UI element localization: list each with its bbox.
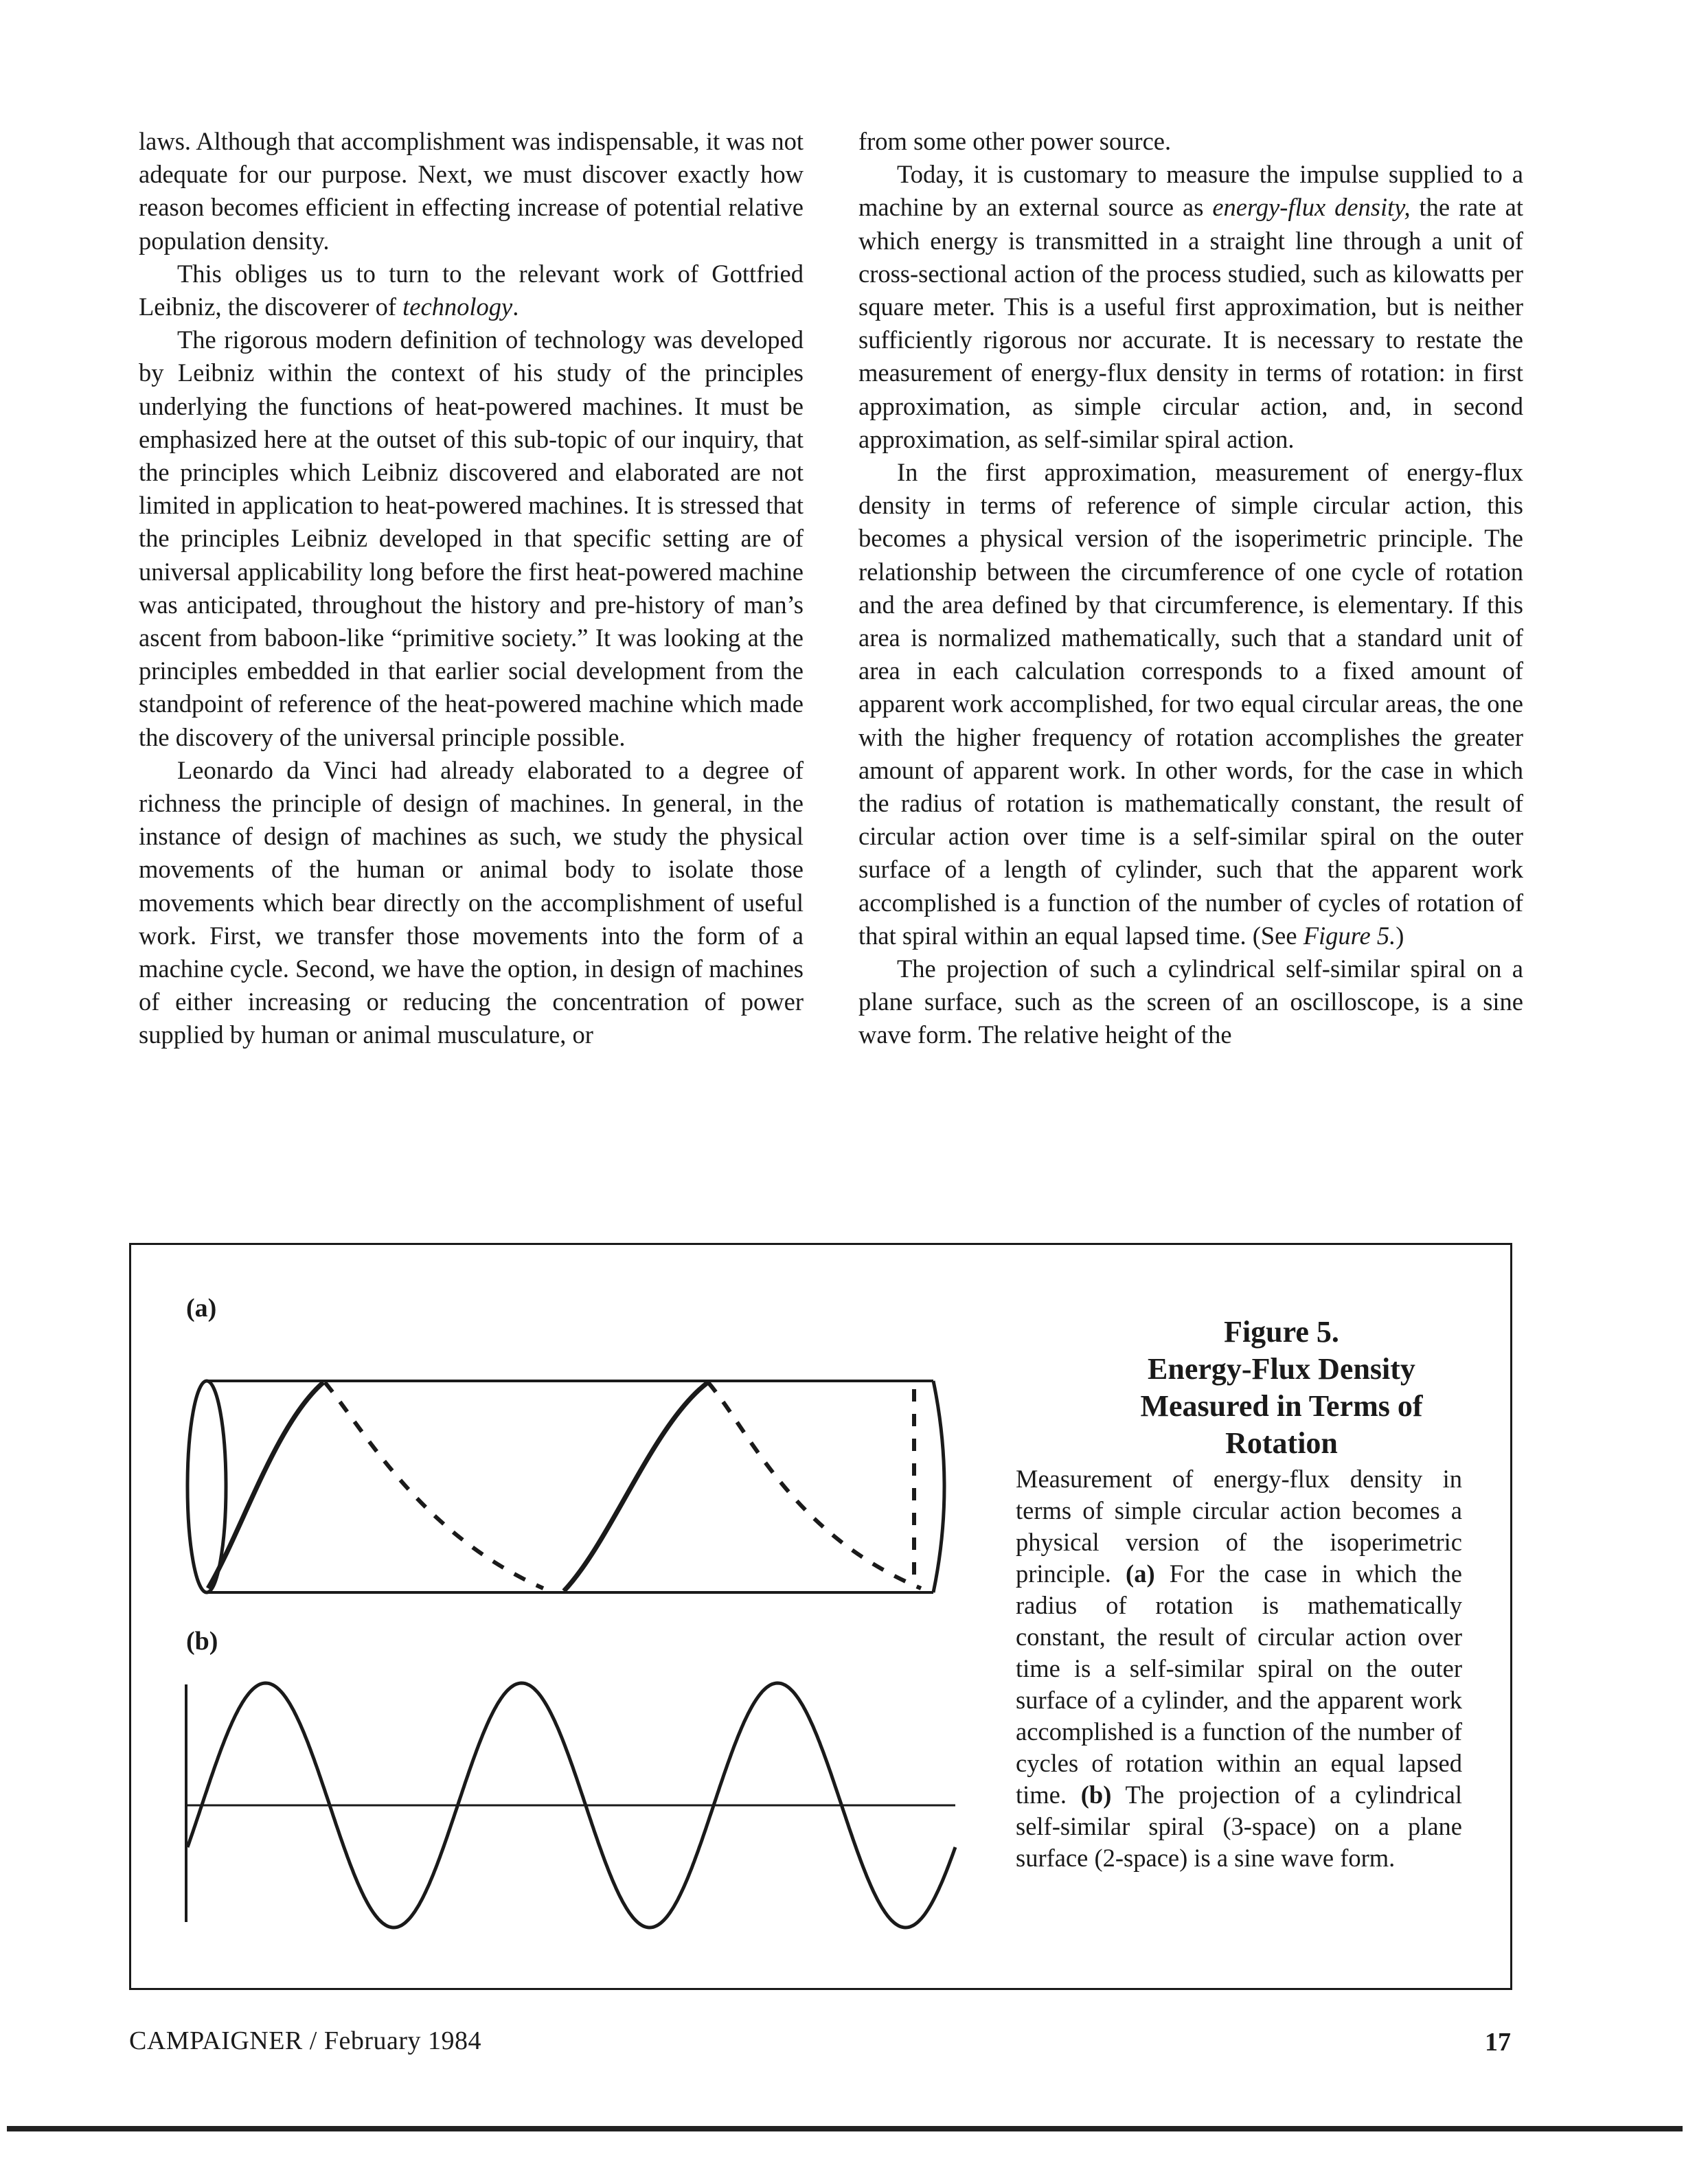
figure-title-line: Energy-Flux Density — [1148, 1352, 1415, 1386]
figure-title — [1069, 1314, 1494, 1462]
paragraph: laws. Although that accomplishment was indispensable, it was not adequate for our purpose. Next, we must discover exactly how reason becomes efficient in effecting increase of potential relative population density. — [139, 127, 804, 255]
paragraph-text: Today, it is customary to measure the impulse supplied to a machine by an external source as — [858, 160, 1523, 222]
paragraph-emphasis: Figure 5. — [1303, 921, 1396, 950]
footer-publication: CAMPAIGNER / February 1984 — [129, 2026, 481, 2055]
paragraph — [139, 258, 804, 323]
bottom-rule — [7, 2126, 1683, 2131]
figure-caption — [1016, 1463, 1462, 1874]
cylinder-spiral-diagram — [187, 1381, 944, 1592]
left-text-column — [139, 125, 804, 1052]
paragraph-text: . — [512, 293, 519, 321]
caption-ref-a: (a) — [1126, 1559, 1155, 1588]
paragraph: from some other power source. — [858, 127, 1172, 155]
paragraph — [858, 456, 1523, 952]
cylinder-right-end — [933, 1381, 944, 1592]
caption-ref-b: (b) — [1080, 1781, 1112, 1809]
sine-wave-diagram — [186, 1683, 955, 1928]
paragraph-emphasis: energy-flux density, — [1212, 193, 1411, 222]
paragraph: Leonardo da Vinci had already elaborated to a degree of richness the principle of design of machines. In general, in the instance of design of machines as such, we study the physical movements of the human or animal body to isolate those movements which bear directly on the accomplishment of useful work. First, we transfer those movements into the form of a machine cycle. Second, we have the option, in design of machines of either increasing or reducing the concentration of power supplied by human or animal musculature, or — [139, 755, 804, 1049]
paragraph-text: the rate at which energy is transmitted in a straight line through a unit of cross-sectional action of the process studied, such as kilowatts per square meter. This is a useful first approximation, but is neither sufficiently rigorous nor accurate. It is necessary to restate the measurement of energy-flux density in terms of rotation: in first approximation, as simple circular action, and, in second approximation, as self-similar spiral action. — [858, 193, 1523, 453]
spiral-front-segment — [564, 1382, 708, 1591]
caption-text: Measurement of energy-flux density in terms of simple circular action becomes a physical version of the isoperimetric principle. — [1016, 1465, 1462, 1588]
panel-label-a: (a) — [186, 1294, 217, 1323]
paragraph: The projection of such a cylindrical self-similar spiral on a plane surface, such as the screen of an oscilloscope, is a sine wave form. The relative height of the — [858, 954, 1523, 1049]
spiral-front — [208, 1382, 708, 1591]
paragraph-emphasis: technology — [402, 293, 513, 321]
figure-title-line: Rotation — [1225, 1426, 1338, 1460]
figure-5-box — [129, 1243, 1512, 1990]
caption-text: For the case in which the radius of rotation is mathematically constant, the result of circular action over time is a self-similar spiral on the outer surface of a cylinder, and the apparent work accomplished is a function of the number of cycles of rotation within an equal lapsed time. — [1016, 1559, 1462, 1809]
paragraph: The rigorous modern definition of technology was developed by Leibniz within the context of his study of the principles underlying the functions of heat-powered machines. It must be emphasized here at the outset of this sub-topic of our inquiry, that the principles which Leibniz discovered and elaborated are not limited in application to heat-powered machines. It is stressed that the principles Leibniz developed in that specific setting are of universal applicability long before the first heat-powered machine was anticipated, throughout the history and pre-history of man’s ascent from baboon-like “primitive society.” It was looking at the principles embedded in that earlier social development from the standpoint of reference of the heat-powered machine which made the discovery of the universal principle possible. — [139, 325, 804, 751]
figure-title-line: Measured in Terms of — [1140, 1389, 1423, 1423]
paragraph-text: In the first approximation, measurement of energy-flux density in terms of reference of simple circular action, this becomes a physical version of the isoperimetric principle. The relationship between the circumference of one cycle of rotation and the area defined by that circumference, is elementary. If this area is normalized mathematically, such that a standard unit of area in each calculation corresponds to a fixed amount of apparent work accomplished, for two equal circular areas, the one with the higher frequency of rotation accomplishes the greater amount of apparent work. In other words, for the case in which the radius of rotation is mathematically constant, the result of circular action over time is a self-similar spiral on the outer surface of a length of cylinder, such that the apparent work accomplished is a function of the number of cycles of rotation of that spiral within an equal lapsed time. (See — [858, 458, 1523, 950]
right-text-column — [858, 125, 1523, 1052]
panel-label-b: (b) — [186, 1627, 218, 1656]
figure-title-line: Figure 5. — [1224, 1315, 1339, 1349]
spiral-back — [325, 1382, 921, 1588]
paragraph-text: ) — [1396, 921, 1404, 950]
paragraph — [858, 158, 1523, 456]
page-number: 17 — [1485, 2028, 1511, 2057]
spiral-back-segment — [325, 1382, 543, 1588]
spiral-back-segment — [708, 1382, 921, 1588]
caption-text: The projection of a cylindrical self-similar spiral (3-space) on a plane surface (2-space) is a sine wave form. — [1016, 1781, 1462, 1872]
paragraph-text: This obliges us to turn to the relevant work of Gottfried Leibniz, the discoverer of — [139, 259, 804, 321]
